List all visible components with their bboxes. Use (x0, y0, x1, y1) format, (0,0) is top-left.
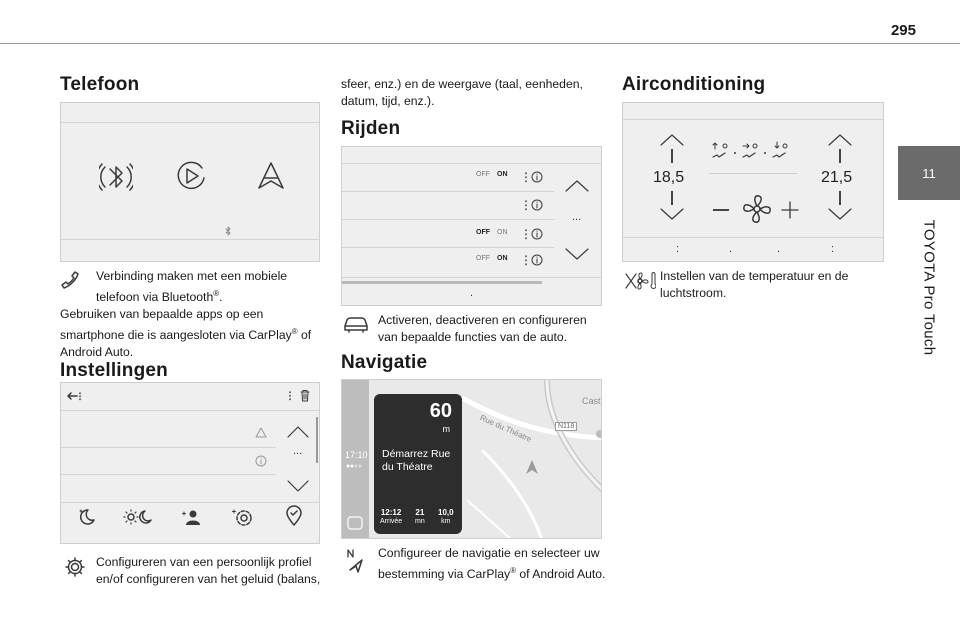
bluetooth-small-icon (224, 226, 232, 236)
left-temp: 18,5 (653, 169, 685, 186)
instellingen-desc: Configureren van een persoonlijk profiel en/of configureren van het geluid (balans, (96, 555, 321, 586)
right-temp-bar-top (839, 149, 841, 163)
telefoon-screen (60, 102, 320, 262)
telefoon-heading: Telefoon (60, 74, 140, 95)
info-icon (255, 455, 267, 467)
left-temp-bar-bottom (671, 191, 673, 205)
warning-icon (255, 427, 267, 438)
rijden-heading: Rijden (341, 118, 401, 139)
navigatie-desc: Configureer de navigatie en selecteer uw bestemming via CarPlay® of Android Auto. (378, 546, 606, 582)
road-shield: N118 (555, 422, 577, 431)
scroll-up-icon[interactable] (564, 179, 590, 193)
instellingen-heading: Instellingen (60, 360, 168, 381)
navigation-map[interactable]: 17:10 Rue du Théatre N118 Cast 60 m Démarrez Rue du Théatre 12:12 Arrivée 21 mn 10,0 km (341, 379, 602, 539)
left-temp-up-icon[interactable] (659, 133, 685, 147)
navigatie-heading: Navigatie (341, 352, 428, 373)
row-4-menu-info-icon[interactable] (524, 254, 544, 266)
road-minor-2 (467, 500, 512, 539)
rijden-screen: OFF ON OFF ON OFF ON ... . (341, 146, 602, 306)
rijden-desc: Activeren, deactiveren en configureren van bepaalde functies van de auto. (378, 313, 587, 344)
row-1-menu-info-icon[interactable] (524, 171, 544, 183)
position-arrow (526, 460, 538, 474)
bluetooth-icon[interactable] (99, 159, 133, 195)
telefoon-desc: Verbinding maken met een mobiele telefoon via Bluetooth®. Gebruiken van bepaalde apps op een smartphone die is aangesloten via CarPlay® of Android Auto. (60, 269, 312, 360)
nav-street: Démarrez Rue du Théatre (382, 448, 451, 473)
left-temp-down-icon[interactable] (659, 207, 685, 221)
trash-icon[interactable] (299, 389, 311, 402)
page-indicator-bar (342, 281, 542, 284)
back-icon[interactable] (65, 391, 83, 401)
chapter-number: 11 (922, 165, 936, 181)
settings-gear-icon[interactable] (231, 507, 253, 527)
scrollbar[interactable] (316, 417, 318, 463)
right-temp: 21,5 (821, 169, 853, 186)
nav-stat-minutes: 21 mn (415, 508, 425, 525)
fan-icon[interactable] (741, 193, 773, 225)
scroll-down-icon[interactable] (286, 479, 310, 493)
instellingen-desc-continued: sfeer, enz.) en de weergave (taal, eenheden, datum, tijd, enz.). (341, 77, 583, 108)
row-3-menu-info-icon[interactable] (524, 228, 544, 240)
menu-dots-icon[interactable] (287, 391, 293, 401)
nav-instruction-card[interactable] (374, 394, 462, 534)
android-auto-icon[interactable] (255, 160, 287, 192)
night-mode-icon[interactable] (77, 507, 97, 527)
right-temp-up-icon[interactable] (827, 133, 853, 147)
nav-stat-arrival: 12:12 Arrivée (380, 508, 403, 525)
nav-stat-km: 10,0 km (438, 508, 454, 525)
instellingen-screen: ... (60, 382, 320, 544)
day-night-icon[interactable] (123, 507, 153, 527)
profile-icon[interactable] (181, 507, 201, 527)
fan-increase-icon[interactable] (781, 201, 799, 219)
airco-heading: Airconditioning (622, 74, 766, 95)
row-2-menu-info-icon[interactable] (524, 199, 544, 211)
scroll-down-icon[interactable] (564, 247, 590, 261)
right-temp-down-icon[interactable] (827, 207, 853, 221)
compass-north-icon (344, 548, 368, 574)
nav-distance: 60 (429, 400, 452, 422)
fan-decrease-button[interactable] (713, 209, 729, 211)
left-temp-bar-top (671, 149, 673, 163)
scroll-up-icon[interactable] (286, 425, 310, 439)
location-pin-icon[interactable] (283, 505, 305, 527)
airflow-modes-icon[interactable] (709, 139, 805, 161)
chapter-title: TOYOTA Pro Touch (920, 219, 938, 355)
nav-distance-unit: m (442, 424, 450, 434)
fan-temperature-icon (624, 270, 656, 292)
carplay-icon[interactable] (175, 160, 207, 192)
right-temp-bar-bottom (839, 191, 841, 205)
page-number: 295 (890, 22, 916, 39)
car-icon (342, 314, 370, 334)
header-rule (0, 43, 960, 44)
airco-screen: 18,5 21,5 : . . : (622, 102, 884, 262)
chapter-tab[interactable] (898, 146, 960, 200)
airco-desc: Instellen van de temperatuur en de luchtstroom. (660, 269, 849, 300)
gear-icon (64, 556, 86, 578)
